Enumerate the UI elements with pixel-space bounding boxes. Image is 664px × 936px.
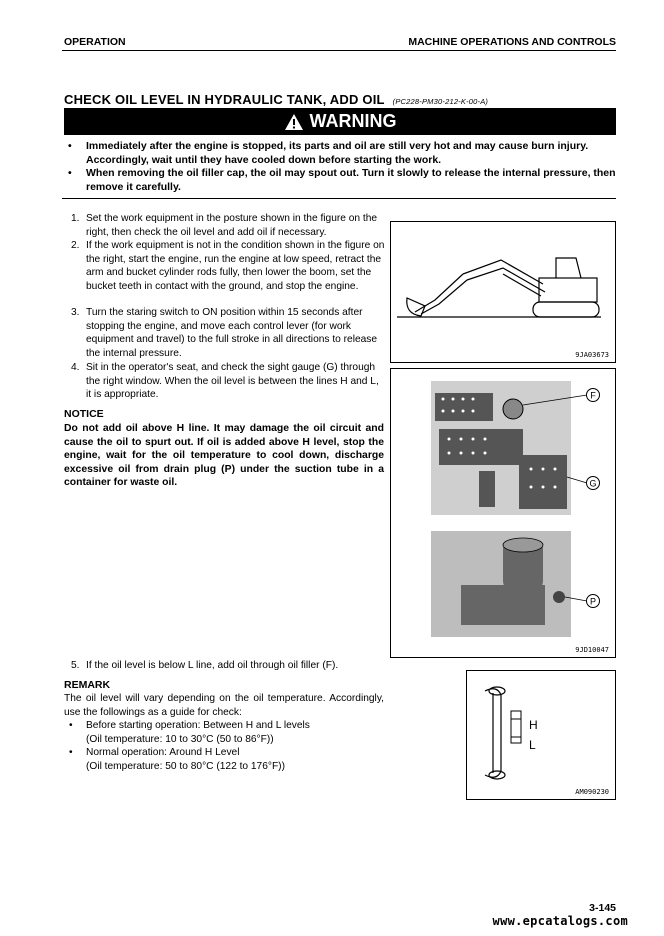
- remark-item-label: Normal operation: Around H Level: [86, 747, 240, 759]
- step-1: [64, 212, 386, 239]
- step-3: [64, 306, 386, 360]
- remark-text: The oil level will vary depending on the oil temperature. Accordingly, use the followings as a guide for check:: [64, 693, 384, 718]
- step-5: [64, 659, 386, 673]
- remark-body: [64, 692, 384, 774]
- step-text: Set the work equipment in the posture shown in the figure on the right, then check the oil level and add oil if necessary.: [86, 213, 378, 238]
- figure-excavator-posture: [390, 221, 616, 363]
- watermark-url: www.epcatalogs.com: [492, 914, 628, 928]
- step-number: 5.: [71, 660, 80, 671]
- section-title-text: CHECK OIL LEVEL IN HYDRAULIC TANK, ADD OIL: [64, 92, 385, 107]
- step-4: [64, 361, 386, 402]
- hydraulic-tank-illustration: [391, 369, 615, 657]
- warning-item-text: When removing the oil filler cap, the oil may spout out. Turn it slowly to release the internal pressure, then remove it carefully.: [86, 167, 616, 193]
- remark-item-sub: (Oil temperature: 50 to 80°C (122 to 176°F)): [86, 760, 285, 772]
- gauge-l-label: L: [529, 738, 536, 752]
- notice-heading: NOTICE: [64, 408, 104, 420]
- warning-triangle-icon: [284, 113, 304, 131]
- header-section-name: OPERATION: [64, 36, 126, 48]
- step-number: 2.: [71, 240, 80, 251]
- step-number: 1.: [71, 213, 80, 224]
- step-text: If the oil level is below L line, add oil through oil filler (F).: [86, 660, 339, 671]
- section-title: [64, 92, 488, 107]
- remark-item-label: Before starting operation: Between H and L levels: [86, 720, 310, 732]
- warning-list: [64, 140, 616, 194]
- sight-gauge-illustration: [467, 671, 615, 799]
- excavator-illustration: [391, 222, 615, 362]
- remark-item: • Before starting operation: Between H and L levels (Oil temperature: 10 to 30°C (50 to 86°F)): [64, 719, 384, 746]
- section-ref-code: (PC228-PM30-212-K-00-A): [392, 97, 489, 106]
- figure-code: 9JD10047: [575, 646, 609, 654]
- header-rule: [62, 50, 616, 51]
- step-text: Turn the staring switch to ON position within 15 seconds after stopping the engine, and move each control lever (for work equipment and travel) to the full stroke in all directions to release the internal pressure.: [86, 307, 378, 359]
- callout-g: G: [589, 478, 597, 489]
- warning-item: • When removing the oil filler cap, the oil may spout out. Turn it slowly to release the internal pressure, then remove it carefully.: [68, 167, 616, 193]
- remark-item: • Normal operation: Around H Level (Oil temperature: 50 to 80°C (122 to 176°F)): [64, 746, 384, 773]
- remark-heading: REMARK: [64, 679, 111, 691]
- warning-item-text: Immediately after the engine is stopped, its parts and oil are still very hot and may cause burn injury. Accordingly, wait until they have cooled down before starting the work.: [86, 140, 589, 166]
- figure-code: 9JA03673: [575, 351, 609, 359]
- step-2: [64, 239, 386, 293]
- warning-label: WARNING: [309, 111, 397, 131]
- remark-item-sub: (Oil temperature: 10 to 30°C (50 to 86°F)): [86, 733, 274, 745]
- page-number: 3-145: [589, 902, 616, 914]
- gauge-h-label: H: [529, 718, 538, 732]
- figure-sight-gauge: [466, 670, 616, 800]
- warning-item: • Immediately after the engine is stopped, its parts and oil are still very hot and may cause burn injury. Accordingly, wait until they have cooled down before starting the work.: [68, 140, 589, 166]
- header-chapter-name: MACHINE OPERATIONS AND CONTROLS: [408, 36, 616, 48]
- warning-banner: [64, 108, 616, 135]
- callout-f: F: [590, 390, 596, 401]
- figure-tank-gauge: [390, 368, 616, 658]
- notice-text: Do not add oil above H line. It may damage the oil circuit and cause the oil to spurt out. If oil is added above H level, stop the engine, wait for the oil temperature to cool down, discharge excessive oil from drain plug (P) under the suction tube in a container for waste oil.: [64, 423, 384, 489]
- step-number: 4.: [71, 362, 80, 373]
- step-text: Sit in the operator's seat, and check the sight gauge (G) through the right window. When the oil level is between the lines H and L, it is appropriate.: [86, 362, 379, 401]
- step-text: If the work equipment is not in the condition shown in the figure on the right, start the engine, run the engine at low speed, retract the arm and bucket cylinder rods fully, then lower the boom, set the bucket teeth in contact with the ground, and stop the engine.: [86, 240, 385, 292]
- callout-p: P: [589, 596, 597, 607]
- step-number: 3.: [71, 307, 80, 318]
- figure-code: AM090230: [575, 788, 609, 796]
- warning-bottom-rule: [62, 198, 616, 199]
